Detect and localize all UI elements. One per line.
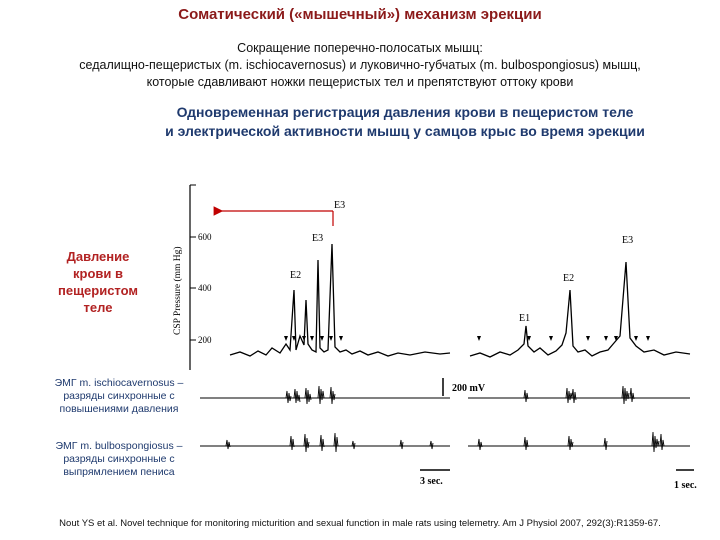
description-line-3: которые сдавливают ножки пещеристых тел и препятствуют оттоку крови — [146, 75, 574, 89]
emg-bulbo-bursts-right — [478, 432, 664, 452]
y-axis-label: CSP Pressure (mm Hg) — [173, 246, 183, 335]
marker — [310, 336, 314, 341]
emg-ischio-bursts-left — [286, 386, 335, 404]
y-tick-label-200: 200 — [198, 335, 212, 345]
pressure-label: Давление крови в пещеристом теле — [57, 249, 139, 315]
subtitle-line-1: Одновременная регистрация давления крови в пещеристом теле — [176, 104, 634, 120]
pressure-trace-left — [230, 244, 450, 356]
marker — [586, 336, 590, 341]
slide-title: Соматический («мышечный») механизм эрекции — [178, 6, 542, 23]
emg-bulbo-bursts-left — [226, 433, 433, 452]
marker — [646, 336, 650, 341]
description-line-2: седалищно-пещеристых (m. ischiocavernosus) и луковично-губчатых (m. bulbospongiosus) мышц, — [79, 58, 641, 72]
marker — [604, 336, 608, 341]
marker — [634, 336, 638, 341]
description-line-1: Сокращение поперечно-полосатых мышц: — [237, 41, 483, 55]
pressure-trace-right — [470, 262, 690, 357]
marker — [477, 336, 481, 341]
left-e3-label: E3 — [312, 233, 324, 244]
time-scale-label-right: 1 sec. — [674, 480, 697, 491]
emg-ischiocavernosus-label: ЭМГ m. ischiocavernosus – разряды синхронные с повышениями давления — [54, 377, 184, 415]
time-scale-label-left: 3 sec. — [420, 476, 443, 487]
emg-ischio-bursts-right — [524, 386, 634, 404]
right-e3-label: E3 — [622, 235, 634, 246]
y-tick-label-400: 400 — [198, 283, 212, 293]
left-e2-label: E2 — [290, 270, 302, 281]
subtitle-line-2: и электрической активности мышц у самцов крыс во время эрекции — [165, 123, 645, 139]
event-markers — [284, 336, 650, 341]
citation: Nout YS et al. Novel technique for monitoring micturition and sexual function in male rats using telemetry. Am J Physiol 2007, 292(3):R1359-67. — [59, 518, 661, 529]
right-e2-label: E2 — [563, 273, 575, 284]
marker — [339, 336, 343, 341]
left-e3-top-label: E3 — [334, 200, 346, 211]
right-e1-label: E1 — [519, 313, 531, 324]
marker — [284, 336, 288, 341]
y-tick-label-600: 600 — [198, 232, 212, 242]
marker — [320, 336, 324, 341]
marker — [329, 336, 333, 341]
marker — [549, 336, 553, 341]
emg-bulbospongiosus-label: ЭМГ m. bulbospongiosus – разряды синхронные с выпрямлением пениса — [55, 440, 183, 478]
voltage-scale-label: 200 mV — [452, 383, 486, 394]
